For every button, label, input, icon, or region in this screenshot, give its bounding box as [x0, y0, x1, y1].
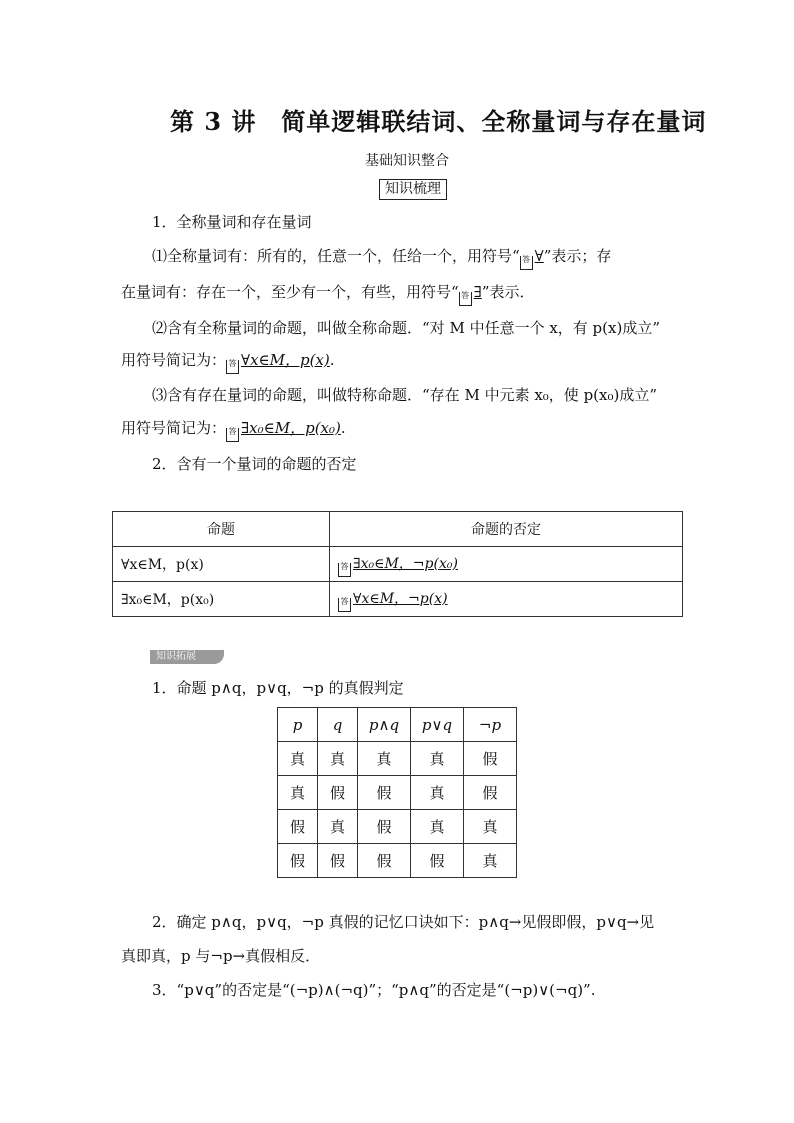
answer-icon: 答	[338, 563, 351, 577]
answer-icon: 答	[226, 428, 239, 442]
answer-icon: 答	[226, 360, 239, 374]
table-cell: 真	[411, 776, 464, 810]
table-cell: 真	[464, 810, 517, 844]
s1-para-2: 在量词有：存在一个，至少有一个，有些，用符号“ 答 ∃”表示．	[121, 282, 534, 305]
table-cell: 假	[318, 844, 358, 878]
table-cell: 假	[358, 844, 411, 878]
table-cell: 假	[278, 810, 318, 844]
table-header: 命题	[113, 512, 330, 547]
table-cell: ∀x∈M，p(x)	[113, 547, 330, 582]
table-row	[113, 582, 683, 617]
s1-para-3: ⑵含有全称量词的命题，叫做全称命题．“对 M 中任意一个 x，有 p(x)成立”	[152, 319, 660, 337]
table-cell: 答 ∃x₀∈M，¬p(x₀)	[330, 547, 683, 582]
table-row	[278, 742, 517, 776]
table-cell: 假	[278, 844, 318, 878]
boxed-label: 知识梳理	[379, 179, 447, 200]
table-header: 命题的否定	[330, 512, 683, 547]
table-header: p∧q	[358, 708, 411, 742]
table-row	[278, 844, 517, 878]
table-cell: 真	[411, 742, 464, 776]
s2-heading: 2．含有一个量词的命题的否定	[152, 455, 357, 473]
table-cell: 真	[318, 742, 358, 776]
s1-heading: 1．全称量词和存在量词	[152, 213, 312, 231]
truth-table	[277, 707, 517, 878]
s1-para-1: ⑴全称量词有：所有的，任意一个，任给一个，用符号“ 答 ∀”表示；存	[152, 246, 611, 269]
table-header-row	[278, 708, 517, 742]
table-header: ¬p	[464, 708, 517, 742]
section-subtitle: 基础知识整合	[365, 153, 449, 169]
table-header: p∨q	[411, 708, 464, 742]
table-cell: 真	[464, 844, 517, 878]
s1-para-6: 用符号简记为： 答 ∃x₀∈M，p(x₀).	[121, 418, 346, 441]
table-cell: 答 ∀x∈M，¬p(x)	[330, 582, 683, 617]
s1-para-5: ⑶含有存在量词的命题，叫做特称命题．“存在 M 中元素 x₀，使 p(x₀)成立”	[152, 386, 658, 404]
table-cell: ∃x₀∈M，p(x₀)	[113, 582, 330, 617]
negation-table	[112, 511, 683, 617]
table-header: p	[278, 708, 318, 742]
table-cell: 假	[411, 844, 464, 878]
table-header-row	[113, 512, 683, 547]
answer-icon: 答	[520, 256, 533, 270]
answer-icon: 答	[338, 598, 351, 612]
answer-icon: 答	[459, 292, 472, 306]
table-cell: 真	[278, 776, 318, 810]
e2-line-2: 真即真，p 与¬p→真假相反．	[121, 947, 321, 965]
table-cell: 假	[464, 742, 517, 776]
page-title: 第 3 讲 简单逻辑联结词、全称量词与存在量词	[170, 107, 707, 136]
table-cell: 假	[358, 810, 411, 844]
table-header: q	[318, 708, 358, 742]
table-cell: 假	[358, 776, 411, 810]
table-row	[278, 810, 517, 844]
e1-heading: 1．命题 p∧q，p∨q，¬p 的真假判定	[152, 679, 404, 697]
table-cell: 假	[318, 776, 358, 810]
section-tag: 知识拓展	[150, 650, 224, 664]
table-cell: 真	[411, 810, 464, 844]
s1-para-4: 用符号简记为： 答 ∀x∈M，p(x).	[121, 350, 335, 373]
table-cell: 真	[358, 742, 411, 776]
table-cell: 假	[464, 776, 517, 810]
e2-line-1: 2．确定 p∧q，p∨q，¬p 真假的记忆口诀如下：p∧q→见假即假，p∨q→见	[152, 913, 655, 931]
table-cell: 真	[318, 810, 358, 844]
table-cell: 真	[278, 742, 318, 776]
e3-line: 3．“p∨q”的否定是“(¬p)∧(¬q)”；“p∧q”的否定是“(¬p)∨(¬q)”.	[152, 981, 596, 999]
table-row	[278, 776, 517, 810]
table-row	[113, 547, 683, 582]
